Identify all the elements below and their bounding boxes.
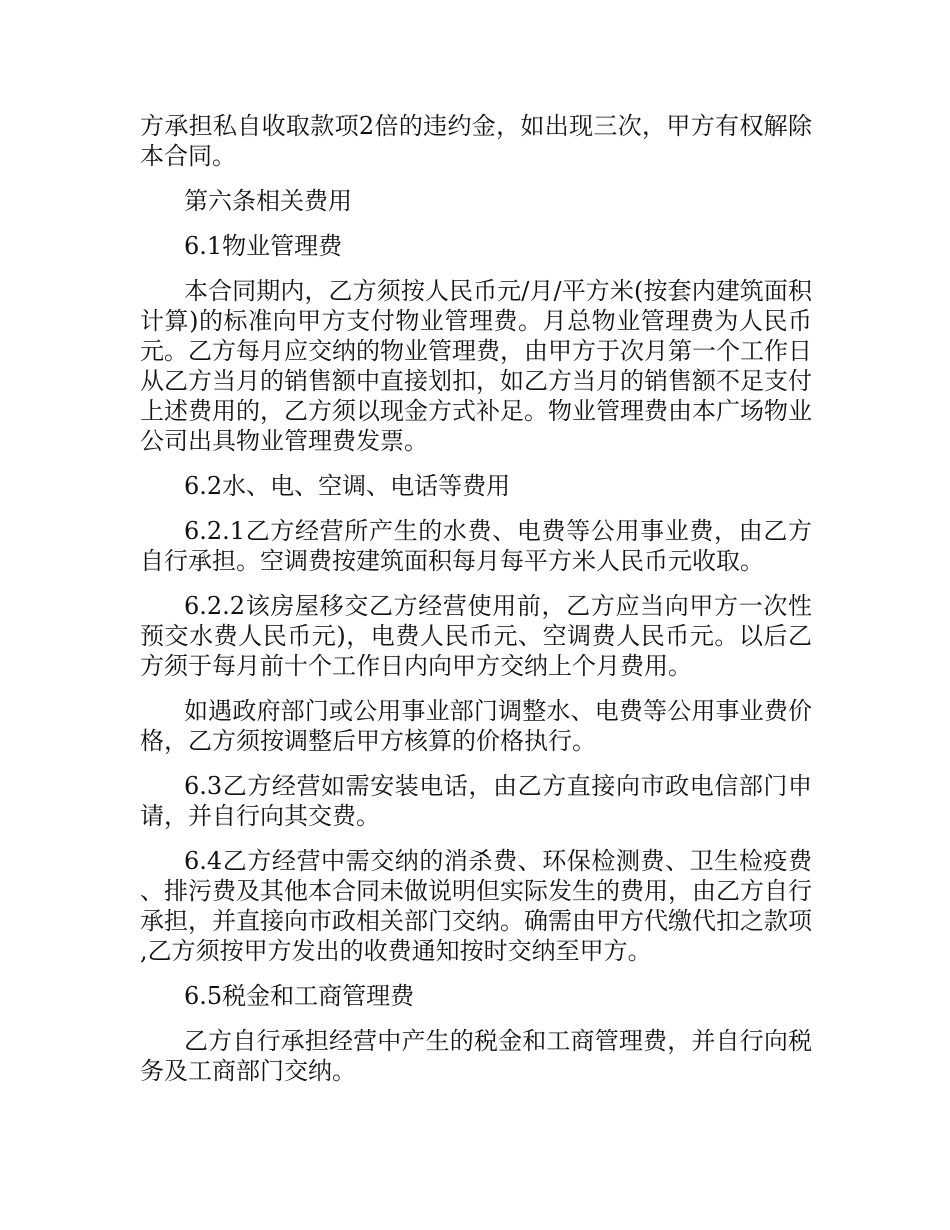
paragraph-6-3: 6.3乙方经营如需安装电话，由乙方直接向市政电信部门申请，并自行向其交费。 [140,772,812,830]
paragraph-taxes: 乙方自行承担经营中产生的税金和工商管理费，并自行向税务及工商部门交纳。 [140,1027,812,1085]
section-heading-6-1: 6.1物业管理费 [184,232,343,260]
document-body [140,111,812,1101]
paragraph-6-2-2: 6.2.2该房屋移交乙方经营使用前，乙方应当向甲方一次性预交水费人民币元)，电费人民币元、空调费人民币元。以后乙方须于每月前十个工作日内向甲方交纳上个月费用。 [140,592,812,680]
paragraph-management-fee: 本合同期内，乙方须按人民币元/月/平方米(按套内建筑面积计算)的标准向甲方支付物业管理费。月总物业管理费为人民币元。乙方每月应交纳的物业管理费，由甲方于次月第一个工作日从乙方当月的销售额中直接划扣，如乙方当月的销售额不足支付上述费用的，乙方须以现金方式补足。物业管理费由本广场物业公司出具物业管理费发票。 [140,277,812,455]
article-heading: 第六条相关费用 [184,187,352,215]
paragraph-price-adjustment: 如遇政府部门或公用事业部门调整水、电费等公用事业费价格，乙方须按调整后甲方核算的价格执行。 [140,697,812,755]
paragraph-6-2-1: 6.2.1乙方经营所产生的水费、电费等公用事业费，由乙方自行承担。空调费按建筑面积每月每平方米人民币元收取。 [140,517,812,575]
paragraph-continuation: 方承担私自收取款项2倍的违约金，如出现三次，甲方有权解除本合同。 [140,112,812,170]
section-heading-6-5: 6.5税金和工商管理费 [184,982,415,1010]
paragraph-6-4: 6.4乙方经营中需交纳的消杀费、环保检测费、卫生检疫费、排污费及其他本合同未做说明但实际发生的费用，由乙方自行承担，并直接向市政相关部门交纳。确需由甲方代缴代扣之款项,乙方须按甲方发出的收费通知按时交纳至甲方。 [140,847,812,965]
section-heading-6-2: 6.2水、电、空调、电话等费用 [184,472,511,500]
